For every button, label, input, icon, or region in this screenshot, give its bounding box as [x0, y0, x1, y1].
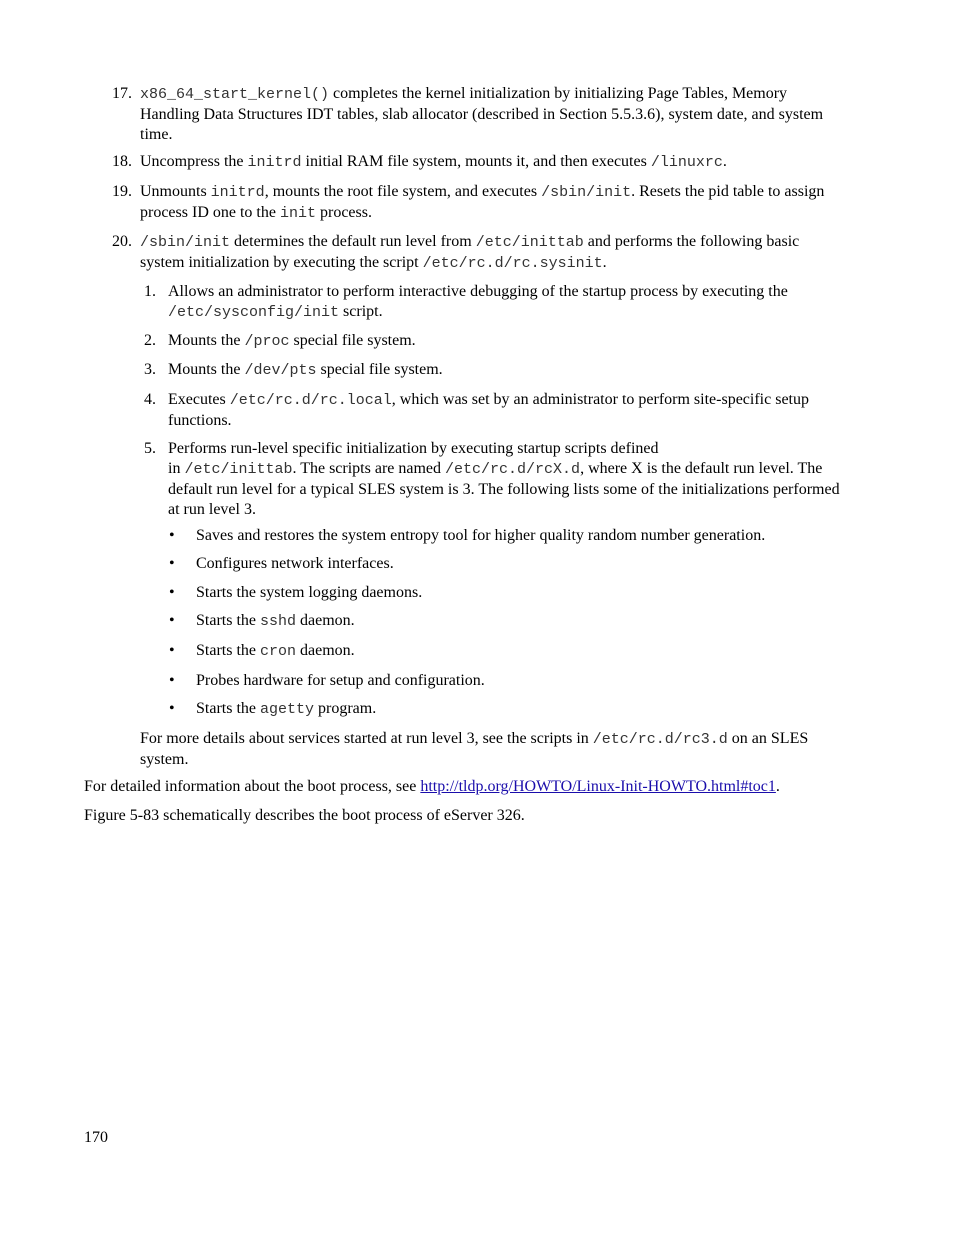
- text-segment: daemon.: [296, 642, 355, 659]
- step-number: 19.: [112, 183, 132, 200]
- text-segment: For more details about services started at run level 3, see the scripts in: [140, 730, 593, 747]
- text-segment: completes the kernel initialization by initializing Page Tables, Memory Handling Data Structures IDT tables, slab allocator (described in Section 5.5.3.6), system date, and system time.: [140, 85, 824, 143]
- text-segment: Probes hardware for setup and configuration.: [196, 672, 485, 689]
- text-segment: . Resets the pid table to assign process ID one to the: [140, 183, 825, 221]
- bullet-item: [169, 583, 845, 603]
- text-segment: initial RAM file system, mounts it, and then executes: [301, 153, 651, 170]
- figure-reference: [84, 806, 854, 826]
- bullet-item: [169, 554, 845, 574]
- text-segment: .: [775, 778, 780, 795]
- substep-5: [144, 439, 845, 520]
- text-segment: and performs the following basic system initialization by executing the script: [140, 233, 800, 271]
- bullet-item: [169, 611, 845, 632]
- text-segment: daemon.: [296, 612, 355, 629]
- bullet-symbol: •: [169, 642, 175, 659]
- bullet-symbol: •: [169, 612, 175, 629]
- inline-code: /proc: [244, 333, 290, 350]
- inline-code: /etc/rc.d/rc.sysinit: [422, 255, 603, 272]
- inline-code: /etc/inittab: [184, 461, 293, 478]
- howto-link[interactable]: http://tldp.org/HOWTO/Linux-Init-HOWTO.html#toc1: [420, 778, 776, 795]
- bullet-symbol: •: [169, 672, 175, 689]
- text-segment: Mounts the: [168, 361, 245, 378]
- inline-code: /etc/sysconfig/init: [168, 304, 340, 321]
- bullet-symbol: •: [169, 584, 175, 601]
- text-segment: Starts the: [196, 612, 260, 629]
- text-segment: in: [168, 460, 185, 477]
- inline-code: /linuxrc: [650, 154, 723, 171]
- text-segment: , mounts the root file system, and executes: [264, 183, 542, 200]
- substep-number: 2.: [144, 332, 156, 349]
- text-segment: , where X is the default run level. The default run level for a typical SLES system is 3. The following lists some of the initializations performed at run level 3.: [168, 460, 840, 518]
- bullet-symbol: •: [169, 700, 175, 717]
- step-number: 18.: [112, 153, 132, 170]
- inline-code: /sbin/init: [541, 184, 632, 201]
- text-segment: determines the default run level from: [230, 233, 476, 250]
- step-number: 20.: [112, 233, 132, 250]
- text-segment: Uncompress the: [140, 153, 248, 170]
- boot-info-paragraph: [84, 777, 854, 797]
- inline-code: x86_64_start_kernel(): [140, 86, 330, 103]
- inline-code: /etc/inittab: [475, 234, 584, 251]
- text-segment: script.: [339, 303, 383, 320]
- text-segment: Configures network interfaces.: [196, 555, 394, 572]
- details-note: [140, 729, 845, 770]
- step-19: [112, 182, 845, 224]
- text-segment: Unmounts: [140, 183, 211, 200]
- substep-4: [144, 390, 845, 431]
- text-segment: . The scripts are named: [292, 460, 446, 477]
- step-text: [140, 183, 824, 221]
- inline-code: init: [279, 205, 316, 222]
- step-number: 17.: [112, 85, 132, 102]
- page-number: 170: [84, 1129, 108, 1146]
- inline-code: /sbin/init: [140, 234, 231, 251]
- text-segment: Figure 5-83 schematically describes the boot process of eServer 326.: [84, 807, 525, 824]
- step-text: [140, 85, 823, 143]
- inline-code: initrd: [210, 184, 265, 201]
- bullet-symbol: •: [169, 555, 175, 572]
- substep-text: [168, 283, 788, 320]
- bullet-text: [196, 527, 765, 544]
- bullet-symbol: •: [169, 527, 175, 544]
- substep-number: 1.: [144, 283, 156, 300]
- bullet-item: [169, 641, 845, 662]
- inline-code: /dev/pts: [244, 362, 317, 379]
- substep-number: 4.: [144, 391, 156, 408]
- text-segment: program.: [314, 700, 377, 717]
- bullet-text: [196, 700, 376, 717]
- substep-3: [144, 360, 845, 381]
- substep-2: [144, 331, 845, 352]
- substep-text: [168, 361, 443, 378]
- substep-text: [168, 391, 809, 429]
- bullet-item: [169, 699, 845, 720]
- text-segment: special file system.: [289, 332, 416, 349]
- text-segment: .: [722, 153, 727, 170]
- substep-1: [144, 282, 845, 323]
- substep-text: [168, 440, 840, 518]
- inline-code: initrd: [247, 154, 302, 171]
- inline-code: /etc/rc.d/rcX.d: [445, 461, 581, 478]
- bullet-item: [169, 671, 845, 691]
- inline-code: cron: [260, 643, 297, 660]
- substep-number: 5.: [144, 440, 156, 457]
- text-segment: , which was set by an administrator to perform site-specific setup functions.: [168, 391, 809, 429]
- text-segment: process.: [315, 204, 372, 221]
- inline-code: /etc/rc.d/rc3.d: [592, 731, 728, 748]
- text-segment: .: [602, 254, 607, 271]
- step-17: [112, 84, 845, 145]
- text-segment: on an SLES system.: [140, 730, 809, 768]
- bullet-text: [196, 642, 355, 659]
- inline-code: sshd: [260, 613, 297, 630]
- text-segment: Saves and restores the system entropy tool for higher quality random number generation.: [196, 527, 766, 544]
- step-18: [112, 152, 845, 173]
- bullet-text: [196, 672, 485, 689]
- bullet-text: [196, 612, 355, 629]
- text-segment: Allows an administrator to perform interactive debugging of the startup process by executing the: [168, 283, 788, 300]
- inline-code: /etc/rc.d/rc.local: [229, 392, 392, 409]
- bullet-text: [196, 584, 422, 601]
- substep-number: 3.: [144, 361, 156, 378]
- step-text: [140, 233, 799, 271]
- bullet-item: [169, 526, 845, 546]
- text-segment: Executes: [168, 391, 230, 408]
- inline-code: agetty: [260, 701, 315, 718]
- text-segment: Starts the: [196, 700, 260, 717]
- step-text: [140, 153, 727, 170]
- step-20: [112, 232, 845, 274]
- substep-text: [168, 332, 416, 349]
- text-segment: Performs run-level specific initialization by executing startup scripts defined: [168, 440, 659, 457]
- text-segment: For detailed information about the boot process, see: [84, 778, 421, 795]
- bullet-text: [196, 555, 394, 572]
- text-segment: Mounts the: [168, 332, 245, 349]
- text-segment: special file system.: [316, 361, 443, 378]
- text-segment: Starts the system logging daemons.: [196, 584, 423, 601]
- text-segment: Starts the: [196, 642, 260, 659]
